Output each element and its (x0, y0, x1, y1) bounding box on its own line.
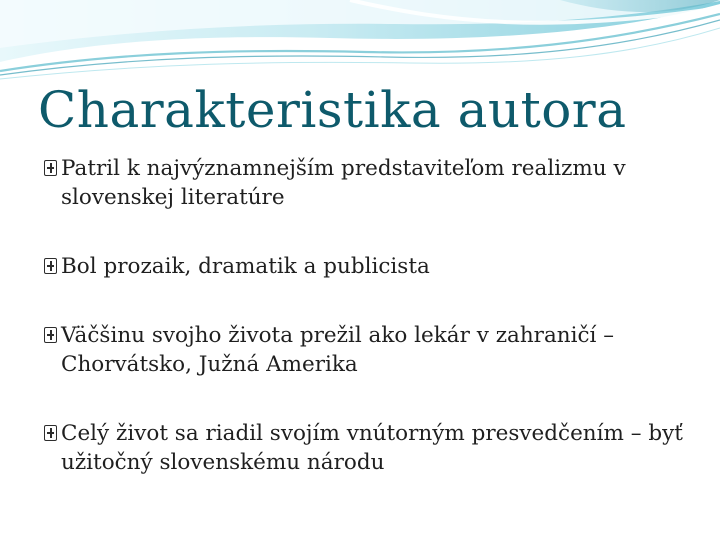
missing-glyph-icon (44, 258, 57, 274)
bullet-item-1 (44, 154, 684, 212)
missing-glyph-icon (44, 327, 57, 343)
bullet-item-3 (44, 321, 684, 379)
missing-glyph-icon (44, 425, 57, 441)
bullet-item-4 (44, 419, 684, 477)
slide-body (44, 154, 684, 477)
bullet-text-2: Bol prozaik, dramatik a publicista (61, 254, 430, 279)
bullet-text-1: Patril k najvýznamnejším predstaviteľom realizmu v slovenskej literatúre (61, 156, 626, 210)
bullet-text-3: Väčšinu svojho života prežil ako lekár v zahraničí – Chorvátsko, Južná Amerika (61, 323, 615, 377)
slide-title: Charakteristika autora (38, 81, 627, 139)
bullet-item-2 (44, 252, 684, 281)
missing-glyph-icon (44, 160, 57, 176)
bullet-text-4: Celý život sa riadil svojím vnútorným presvedčením – byť užitočný slovenskému národu (61, 421, 683, 475)
